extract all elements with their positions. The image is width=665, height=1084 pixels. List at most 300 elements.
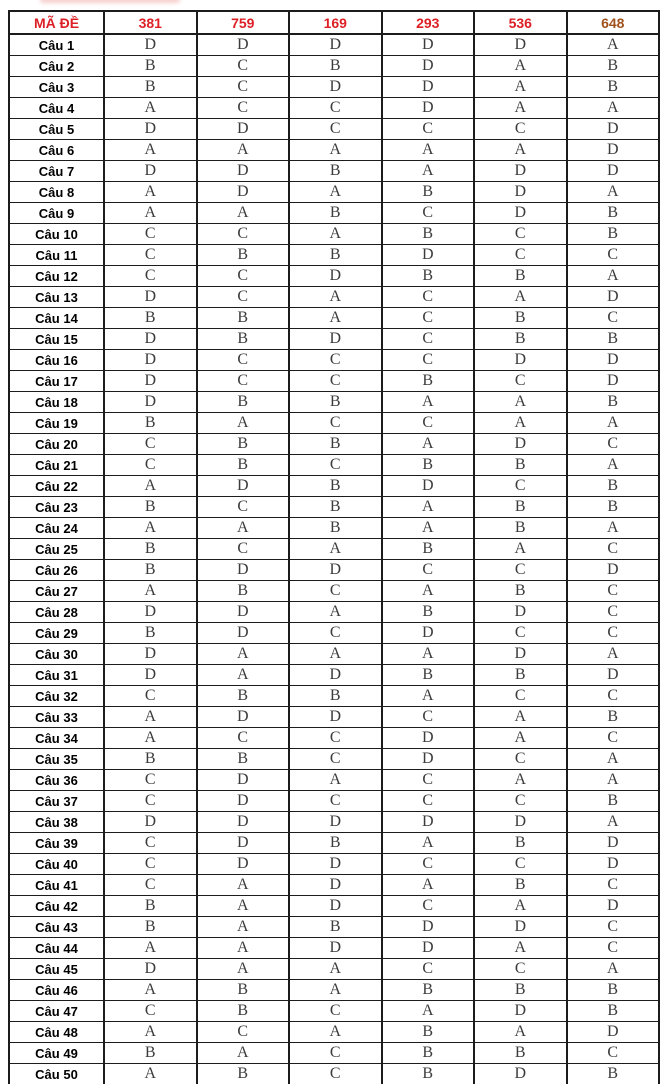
answer-cell: D xyxy=(104,350,197,371)
answer-cell: A xyxy=(289,140,382,161)
answer-cell: D xyxy=(567,896,660,917)
answer-cell: A xyxy=(567,959,660,980)
answer-cell: A xyxy=(567,98,660,119)
answer-cell: A xyxy=(474,392,567,413)
answer-cell: B xyxy=(474,518,567,539)
answer-cell: B xyxy=(474,1043,567,1064)
answer-cell: D xyxy=(474,34,567,56)
question-label: Câu 28 xyxy=(9,602,104,623)
answer-cell: B xyxy=(197,1001,290,1022)
answer-cell: A xyxy=(289,287,382,308)
table-row xyxy=(9,119,659,140)
table-row xyxy=(9,56,659,77)
answer-cell: A xyxy=(197,875,290,896)
answer-cell: A xyxy=(104,581,197,602)
answer-cell: C xyxy=(197,350,290,371)
answer-cell: D xyxy=(382,56,475,77)
answer-cell: D xyxy=(104,329,197,350)
answer-cell: C xyxy=(104,1001,197,1022)
answer-cell: C xyxy=(197,98,290,119)
answer-cell: B xyxy=(104,497,197,518)
answer-cell: B xyxy=(567,497,660,518)
answer-cell: D xyxy=(289,896,382,917)
answer-cell: C xyxy=(104,266,197,287)
table-row xyxy=(9,497,659,518)
answer-cell: C xyxy=(104,245,197,266)
answer-cell: C xyxy=(104,434,197,455)
answer-cell: D xyxy=(104,392,197,413)
table-row xyxy=(9,266,659,287)
answer-cell: A xyxy=(382,833,475,854)
answer-cell: C xyxy=(197,266,290,287)
question-label: Câu 41 xyxy=(9,875,104,896)
answer-cell: A xyxy=(474,140,567,161)
answer-cell: C xyxy=(197,539,290,560)
answer-cell: C xyxy=(289,623,382,644)
answer-cell: C xyxy=(104,833,197,854)
answer-cell: A xyxy=(197,665,290,686)
table-row xyxy=(9,203,659,224)
question-label: Câu 23 xyxy=(9,497,104,518)
answer-cell: A xyxy=(474,77,567,98)
table-row xyxy=(9,854,659,875)
answer-cell: D xyxy=(289,854,382,875)
answer-cell: B xyxy=(567,791,660,812)
answer-cell: B xyxy=(289,434,382,455)
answer-cell: B xyxy=(104,539,197,560)
answer-cell: C xyxy=(104,686,197,707)
answer-cell: B xyxy=(382,1043,475,1064)
answer-cell: B xyxy=(567,707,660,728)
answer-cell: A xyxy=(197,413,290,434)
answer-cell: B xyxy=(474,329,567,350)
answer-cell: D xyxy=(382,245,475,266)
answer-cell: D xyxy=(567,833,660,854)
answer-cell: C xyxy=(382,896,475,917)
answer-cell: A xyxy=(567,413,660,434)
answer-cell: D xyxy=(382,98,475,119)
answer-cell: C xyxy=(382,854,475,875)
table-row xyxy=(9,245,659,266)
question-label: Câu 2 xyxy=(9,56,104,77)
answer-cell: D xyxy=(382,623,475,644)
answer-cell: B xyxy=(104,917,197,938)
answer-cell: B xyxy=(197,455,290,476)
answer-cell: D xyxy=(104,602,197,623)
answer-cell: A xyxy=(382,161,475,182)
question-label: Câu 20 xyxy=(9,434,104,455)
answer-cell: A xyxy=(474,728,567,749)
question-label: Câu 34 xyxy=(9,728,104,749)
answer-cell: D xyxy=(474,161,567,182)
question-label: Câu 21 xyxy=(9,455,104,476)
answer-cell: C xyxy=(382,350,475,371)
question-label: Câu 48 xyxy=(9,1022,104,1043)
answer-cell: A xyxy=(567,518,660,539)
table-row xyxy=(9,959,659,980)
answer-cell: B xyxy=(104,560,197,581)
question-label: Câu 33 xyxy=(9,707,104,728)
question-label: Câu 4 xyxy=(9,98,104,119)
answer-cell: B xyxy=(382,1064,475,1084)
answer-cell: D xyxy=(289,560,382,581)
answer-cell: A xyxy=(104,476,197,497)
answer-cell: D xyxy=(474,182,567,203)
answer-cell: A xyxy=(104,98,197,119)
answer-cell: C xyxy=(567,308,660,329)
answer-cell: B xyxy=(567,980,660,1001)
answer-cell: D xyxy=(567,140,660,161)
table-row xyxy=(9,1022,659,1043)
question-label: Câu 1 xyxy=(9,34,104,56)
answer-cell: A xyxy=(382,686,475,707)
answer-cell: B xyxy=(289,392,382,413)
answer-cell: D xyxy=(197,560,290,581)
question-label: Câu 24 xyxy=(9,518,104,539)
answer-cell: B xyxy=(382,602,475,623)
answer-cell: C xyxy=(289,749,382,770)
answer-cell: B xyxy=(197,1064,290,1084)
answer-cell: A xyxy=(289,1022,382,1043)
table-row xyxy=(9,707,659,728)
question-label: Câu 6 xyxy=(9,140,104,161)
answer-cell: A xyxy=(382,581,475,602)
answer-cell: B xyxy=(382,224,475,245)
answer-cell: B xyxy=(289,917,382,938)
answer-cell: A xyxy=(289,644,382,665)
table-row xyxy=(9,833,659,854)
answer-cell: C xyxy=(474,749,567,770)
table-row xyxy=(9,644,659,665)
answer-cell: C xyxy=(474,371,567,392)
question-label: Câu 27 xyxy=(9,581,104,602)
answer-cell: D xyxy=(289,329,382,350)
answer-cell: A xyxy=(567,266,660,287)
answer-cell: C xyxy=(289,1001,382,1022)
header-row xyxy=(9,11,659,34)
answer-cell: C xyxy=(289,581,382,602)
table-row xyxy=(9,287,659,308)
answer-cell: D xyxy=(474,602,567,623)
table-row xyxy=(9,1043,659,1064)
answer-cell: D xyxy=(104,119,197,140)
answer-cell: B xyxy=(474,980,567,1001)
answer-cell: D xyxy=(197,34,290,56)
answer-cell: C xyxy=(382,791,475,812)
answer-cell: B xyxy=(567,56,660,77)
answer-cell: D xyxy=(567,854,660,875)
answer-cell: C xyxy=(474,476,567,497)
answer-cell: C xyxy=(197,224,290,245)
answer-cell: A xyxy=(382,497,475,518)
table-row xyxy=(9,392,659,413)
answer-cell: B xyxy=(567,77,660,98)
table-row xyxy=(9,518,659,539)
answer-cell: D xyxy=(382,476,475,497)
answer-cell: C xyxy=(382,770,475,791)
answer-cell: B xyxy=(289,203,382,224)
answer-cell: C xyxy=(197,728,290,749)
answer-cell: C xyxy=(382,203,475,224)
table-row xyxy=(9,98,659,119)
answer-key-table xyxy=(8,10,660,1084)
exam-code-header: 648 xyxy=(567,11,660,34)
answer-cell: A xyxy=(104,1064,197,1084)
answer-cell: A xyxy=(289,980,382,1001)
answer-cell: B xyxy=(382,665,475,686)
table-row xyxy=(9,140,659,161)
question-label: Câu 37 xyxy=(9,791,104,812)
answer-cell: D xyxy=(197,707,290,728)
answer-cell: B xyxy=(567,329,660,350)
answer-cell: D xyxy=(474,434,567,455)
answer-cell: D xyxy=(474,203,567,224)
answer-cell: C xyxy=(289,350,382,371)
table-row xyxy=(9,749,659,770)
answer-cell: A xyxy=(197,644,290,665)
answer-cell: C xyxy=(567,728,660,749)
exam-code-header: 293 xyxy=(382,11,475,34)
table-row xyxy=(9,539,659,560)
question-label: Câu 39 xyxy=(9,833,104,854)
exam-code-header: 381 xyxy=(104,11,197,34)
answer-cell: D xyxy=(289,266,382,287)
answer-cell: B xyxy=(567,1064,660,1084)
answer-cell: A xyxy=(474,896,567,917)
answer-cell: D xyxy=(567,161,660,182)
answer-cell: B xyxy=(104,77,197,98)
table-row xyxy=(9,791,659,812)
table-row xyxy=(9,308,659,329)
answer-cell: A xyxy=(382,392,475,413)
answer-cell: C xyxy=(474,854,567,875)
question-label: Câu 45 xyxy=(9,959,104,980)
answer-cell: D xyxy=(567,119,660,140)
table-row xyxy=(9,224,659,245)
question-label: Câu 14 xyxy=(9,308,104,329)
answer-cell: B xyxy=(197,329,290,350)
question-label: Câu 16 xyxy=(9,350,104,371)
answer-cell: B xyxy=(474,455,567,476)
answer-cell: B xyxy=(567,392,660,413)
answer-cell: A xyxy=(104,980,197,1001)
answer-cell: B xyxy=(289,497,382,518)
answer-cell: C xyxy=(197,77,290,98)
answer-cell: D xyxy=(104,161,197,182)
question-label: Câu 22 xyxy=(9,476,104,497)
answer-cell: A xyxy=(289,539,382,560)
answer-cell: D xyxy=(474,644,567,665)
answer-cell: B xyxy=(197,392,290,413)
answer-cell: C xyxy=(197,497,290,518)
question-label: Câu 18 xyxy=(9,392,104,413)
answer-cell: D xyxy=(197,182,290,203)
question-label: Câu 12 xyxy=(9,266,104,287)
answer-cell: C xyxy=(474,686,567,707)
table-row xyxy=(9,665,659,686)
answer-cell: B xyxy=(197,686,290,707)
answer-cell: B xyxy=(567,476,660,497)
answer-cell: B xyxy=(474,497,567,518)
table-row xyxy=(9,896,659,917)
answer-cell: D xyxy=(289,812,382,833)
answer-cell: B xyxy=(474,665,567,686)
answer-cell: D xyxy=(197,623,290,644)
question-label: Câu 35 xyxy=(9,749,104,770)
question-label: Câu 3 xyxy=(9,77,104,98)
table-row xyxy=(9,329,659,350)
answer-cell: D xyxy=(197,161,290,182)
cropped-text-artifact xyxy=(40,0,180,3)
answer-cell: C xyxy=(567,245,660,266)
answer-cell: A xyxy=(382,434,475,455)
question-label: Câu 50 xyxy=(9,1064,104,1084)
answer-cell: D xyxy=(197,602,290,623)
answer-cell: A xyxy=(104,1022,197,1043)
answer-cell: C xyxy=(289,371,382,392)
table-row xyxy=(9,581,659,602)
answer-cell: C xyxy=(474,245,567,266)
answer-cell: B xyxy=(474,266,567,287)
answer-cell: B xyxy=(197,434,290,455)
table-row xyxy=(9,770,659,791)
question-label: Câu 49 xyxy=(9,1043,104,1064)
answer-cell: C xyxy=(197,56,290,77)
answer-cell: C xyxy=(474,560,567,581)
table-row xyxy=(9,77,659,98)
table-row xyxy=(9,602,659,623)
table-row xyxy=(9,812,659,833)
answer-cell: A xyxy=(382,140,475,161)
answer-cell: D xyxy=(382,917,475,938)
answer-cell: A xyxy=(104,938,197,959)
answer-cell: D xyxy=(474,917,567,938)
answer-cell: B xyxy=(382,980,475,1001)
answer-cell: A xyxy=(474,413,567,434)
answer-cell: C xyxy=(104,224,197,245)
answer-cell: D xyxy=(567,287,660,308)
answer-cell: C xyxy=(567,875,660,896)
answer-cell: D xyxy=(567,371,660,392)
answer-cell: C xyxy=(289,1043,382,1064)
answer-cell: B xyxy=(197,308,290,329)
answer-cell: A xyxy=(567,34,660,56)
answer-cell: D xyxy=(197,476,290,497)
answer-cell: A xyxy=(197,938,290,959)
answer-cell: D xyxy=(382,34,475,56)
answer-cell: C xyxy=(289,413,382,434)
table-row xyxy=(9,371,659,392)
table-row xyxy=(9,728,659,749)
answer-cell: C xyxy=(197,287,290,308)
answer-cell: D xyxy=(104,644,197,665)
answer-cell: B xyxy=(567,224,660,245)
answer-cell: D xyxy=(104,812,197,833)
answer-cell: D xyxy=(289,77,382,98)
answer-rows-body xyxy=(9,34,659,1084)
question-label: Câu 46 xyxy=(9,980,104,1001)
answer-cell: A xyxy=(289,959,382,980)
question-label: Câu 19 xyxy=(9,413,104,434)
answer-cell: D xyxy=(474,812,567,833)
answer-cell: D xyxy=(197,770,290,791)
answer-cell: D xyxy=(382,77,475,98)
answer-cell: B xyxy=(289,476,382,497)
question-label: Câu 31 xyxy=(9,665,104,686)
answer-cell: B xyxy=(382,1022,475,1043)
answer-cell: B xyxy=(567,1001,660,1022)
answer-cell: D xyxy=(567,665,660,686)
table-row xyxy=(9,686,659,707)
answer-cell: C xyxy=(197,371,290,392)
question-label: Câu 8 xyxy=(9,182,104,203)
table-row xyxy=(9,455,659,476)
answer-cell: A xyxy=(567,182,660,203)
answer-cell: D xyxy=(104,371,197,392)
table-row xyxy=(9,1064,659,1084)
answer-cell: A xyxy=(474,98,567,119)
answer-cell: A xyxy=(474,1022,567,1043)
question-label: Câu 17 xyxy=(9,371,104,392)
answer-cell: D xyxy=(567,350,660,371)
answer-cell: C xyxy=(289,455,382,476)
answer-cell: D xyxy=(567,560,660,581)
answer-cell: D xyxy=(104,665,197,686)
answer-cell: C xyxy=(567,917,660,938)
question-label: Câu 10 xyxy=(9,224,104,245)
answer-cell: B xyxy=(382,266,475,287)
exam-code-header: 536 xyxy=(474,11,567,34)
answer-cell: B xyxy=(474,308,567,329)
answer-cell: A xyxy=(567,749,660,770)
answer-cell: B xyxy=(104,413,197,434)
answer-cell: B xyxy=(104,308,197,329)
answer-cell: B xyxy=(197,245,290,266)
answer-cell: C xyxy=(104,854,197,875)
answer-cell: D xyxy=(197,833,290,854)
answer-cell: A xyxy=(474,287,567,308)
answer-cell: D xyxy=(382,749,475,770)
answer-cell: D xyxy=(289,707,382,728)
answer-cell: C xyxy=(382,959,475,980)
answer-cell: A xyxy=(289,182,382,203)
answer-cell: B xyxy=(104,749,197,770)
answer-cell: B xyxy=(289,56,382,77)
table-row xyxy=(9,560,659,581)
answer-cell: C xyxy=(567,1043,660,1064)
answer-cell: A xyxy=(474,707,567,728)
answer-cell: B xyxy=(474,875,567,896)
answer-cell: D xyxy=(197,791,290,812)
answer-cell: C xyxy=(104,875,197,896)
answer-cell: C xyxy=(567,623,660,644)
table-row xyxy=(9,350,659,371)
question-label: Câu 5 xyxy=(9,119,104,140)
answer-cell: C xyxy=(289,119,382,140)
answer-cell: C xyxy=(474,224,567,245)
table-row xyxy=(9,875,659,896)
answer-cell: B xyxy=(104,1043,197,1064)
answer-cell: B xyxy=(382,182,475,203)
answer-cell: C xyxy=(382,119,475,140)
answer-cell: D xyxy=(289,34,382,56)
answer-cell: B xyxy=(104,56,197,77)
answer-cell: B xyxy=(382,539,475,560)
answer-cell: D xyxy=(104,959,197,980)
table-row xyxy=(9,917,659,938)
answer-cell: B xyxy=(289,518,382,539)
question-label: Câu 9 xyxy=(9,203,104,224)
